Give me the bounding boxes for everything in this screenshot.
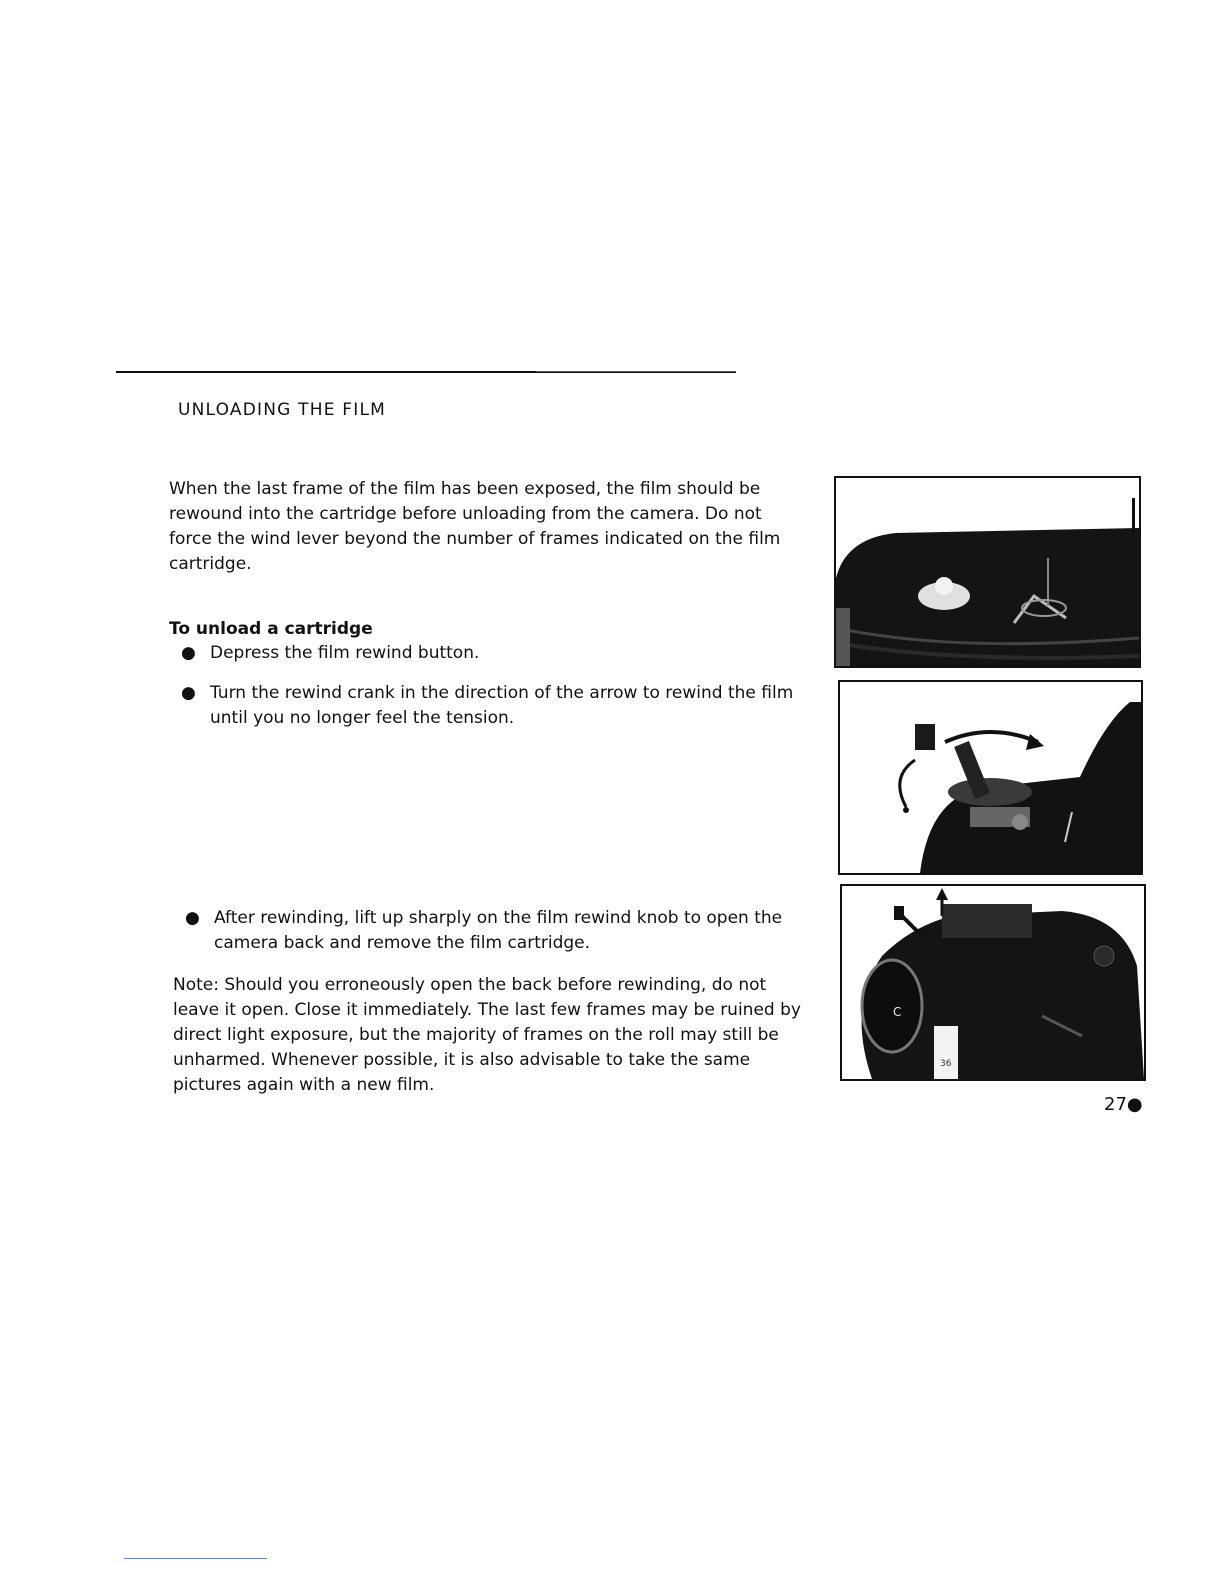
film-cartridge-label: 36 — [940, 1059, 952, 1069]
rewind-knob-photo — [840, 884, 1146, 1081]
list-item — [185, 906, 805, 956]
subheading: To unload a cartridge — [169, 619, 373, 639]
note-label: Note: — [173, 975, 219, 995]
page-number-bullet-icon: ● — [1126, 1094, 1143, 1115]
list-item — [181, 681, 801, 731]
page-number — [1104, 1094, 1143, 1115]
note-text: Should you erroneously open the back before rewinding, do not leave it open. Close it immediately. The last few frames may be ruined by direct light exposure, but the majority of frames on the roll may still be unharmed. Whenever possible, it is also advisable to take the same pictures again with a new film. — [173, 975, 801, 1095]
camera-base-illustration — [836, 478, 1139, 666]
rewind-crank-photo — [838, 680, 1143, 875]
bullet-text: After rewinding, lift up sharply on the film rewind knob to open the camera back and remove the film cartridge. — [214, 908, 783, 953]
list-item — [181, 641, 801, 666]
top-rule — [116, 371, 736, 373]
rewind-crank-illustration — [840, 682, 1141, 873]
bottom-rule — [124, 1558, 267, 1559]
svg-text:C: C — [893, 1005, 902, 1019]
page-number-value: 27 — [1104, 1094, 1127, 1115]
note-paragraph — [173, 973, 803, 1098]
bullet-icon: ● — [185, 908, 200, 928]
camera-back-illustration — [842, 886, 1144, 1079]
bullet-icon: ● — [181, 683, 196, 703]
intro-paragraph: When the last frame of the film has been exposed, the film should be rewound into the cartridge before unloading from the camera. Do not force the wind lever beyond the number of frames indicated on the film cartridge. — [169, 479, 781, 574]
rewind-button-photo — [834, 476, 1141, 668]
bullet-text: Turn the rewind crank in the direction of the arrow to rewind the film until you no longer feel the tension. — [210, 683, 794, 728]
bullet-text: Depress the film rewind button. — [210, 643, 480, 663]
bullet-icon: ● — [181, 643, 196, 663]
section-heading: UNLOADING THE FILM — [178, 400, 386, 420]
